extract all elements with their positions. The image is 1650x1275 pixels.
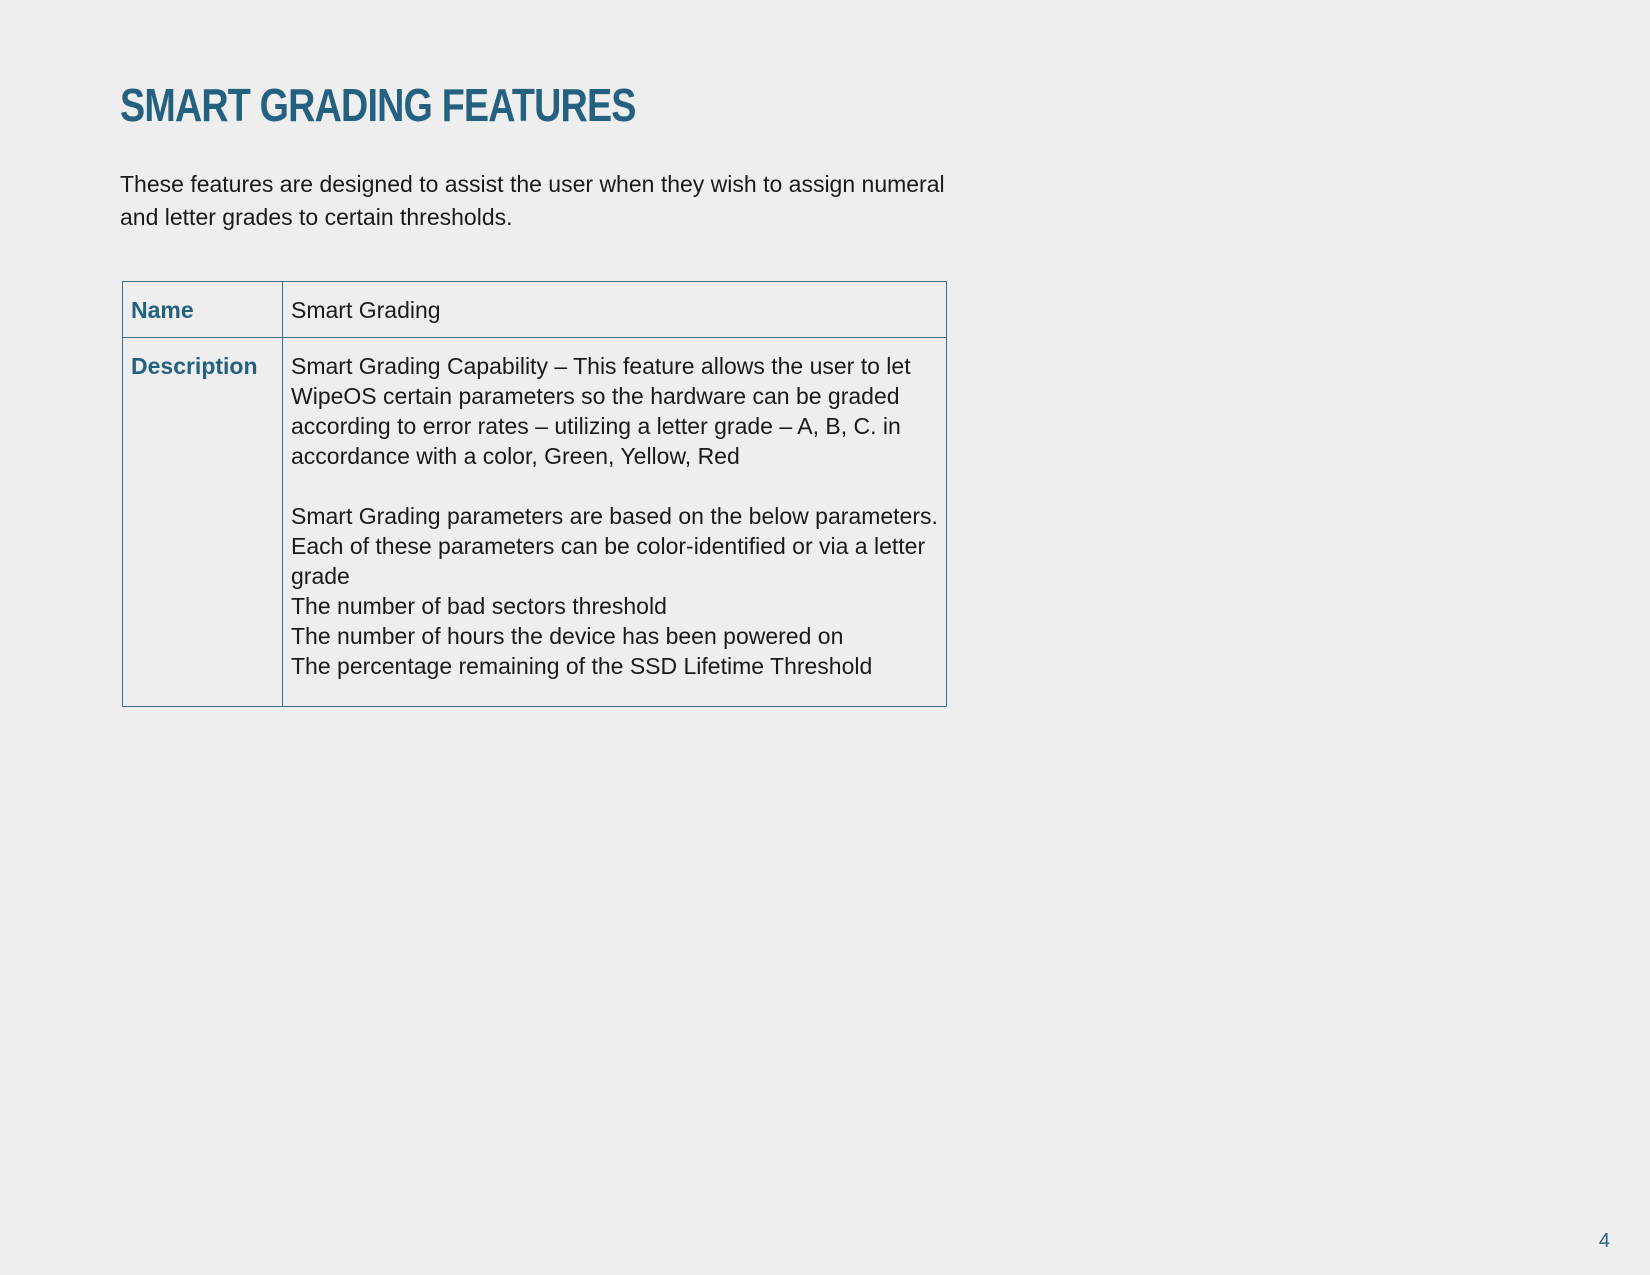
description-value [283,338,947,707]
description-spacer [291,471,938,501]
parameter-bad-sectors: The number of bad sectors threshold [291,593,667,619]
description-paragraph-2: Smart Grading parameters are based on the below parameters. Each of these parameters can be color-identified or via a letter grade [291,503,938,589]
feature-table [122,281,947,707]
page-title: SMART GRADING FEATURES [120,79,636,131]
intro-paragraph: These features are designed to assist the user when they wish to assign numeral and letter grades to certain thresholds. [120,171,945,230]
description-label: Description [123,338,283,707]
parameter-power-on-hours: The number of hours the device has been powered on [291,623,844,649]
name-value: Smart Grading [283,282,947,338]
page-number: 4 [1598,1230,1610,1252]
description-paragraph-1: Smart Grading Capability – This feature allows the user to let WipeOS certain parameters so the hardware can be graded according to error rates – utilizing a letter grade – A, B, C. in accordance with a color, Green, Yellow, Red [291,353,911,469]
table-row-name [123,282,947,338]
name-label: Name [123,282,283,338]
parameter-ssd-lifetime: The percentage remaining of the SSD Lifetime Threshold [291,653,873,679]
table-row-description [123,338,947,707]
